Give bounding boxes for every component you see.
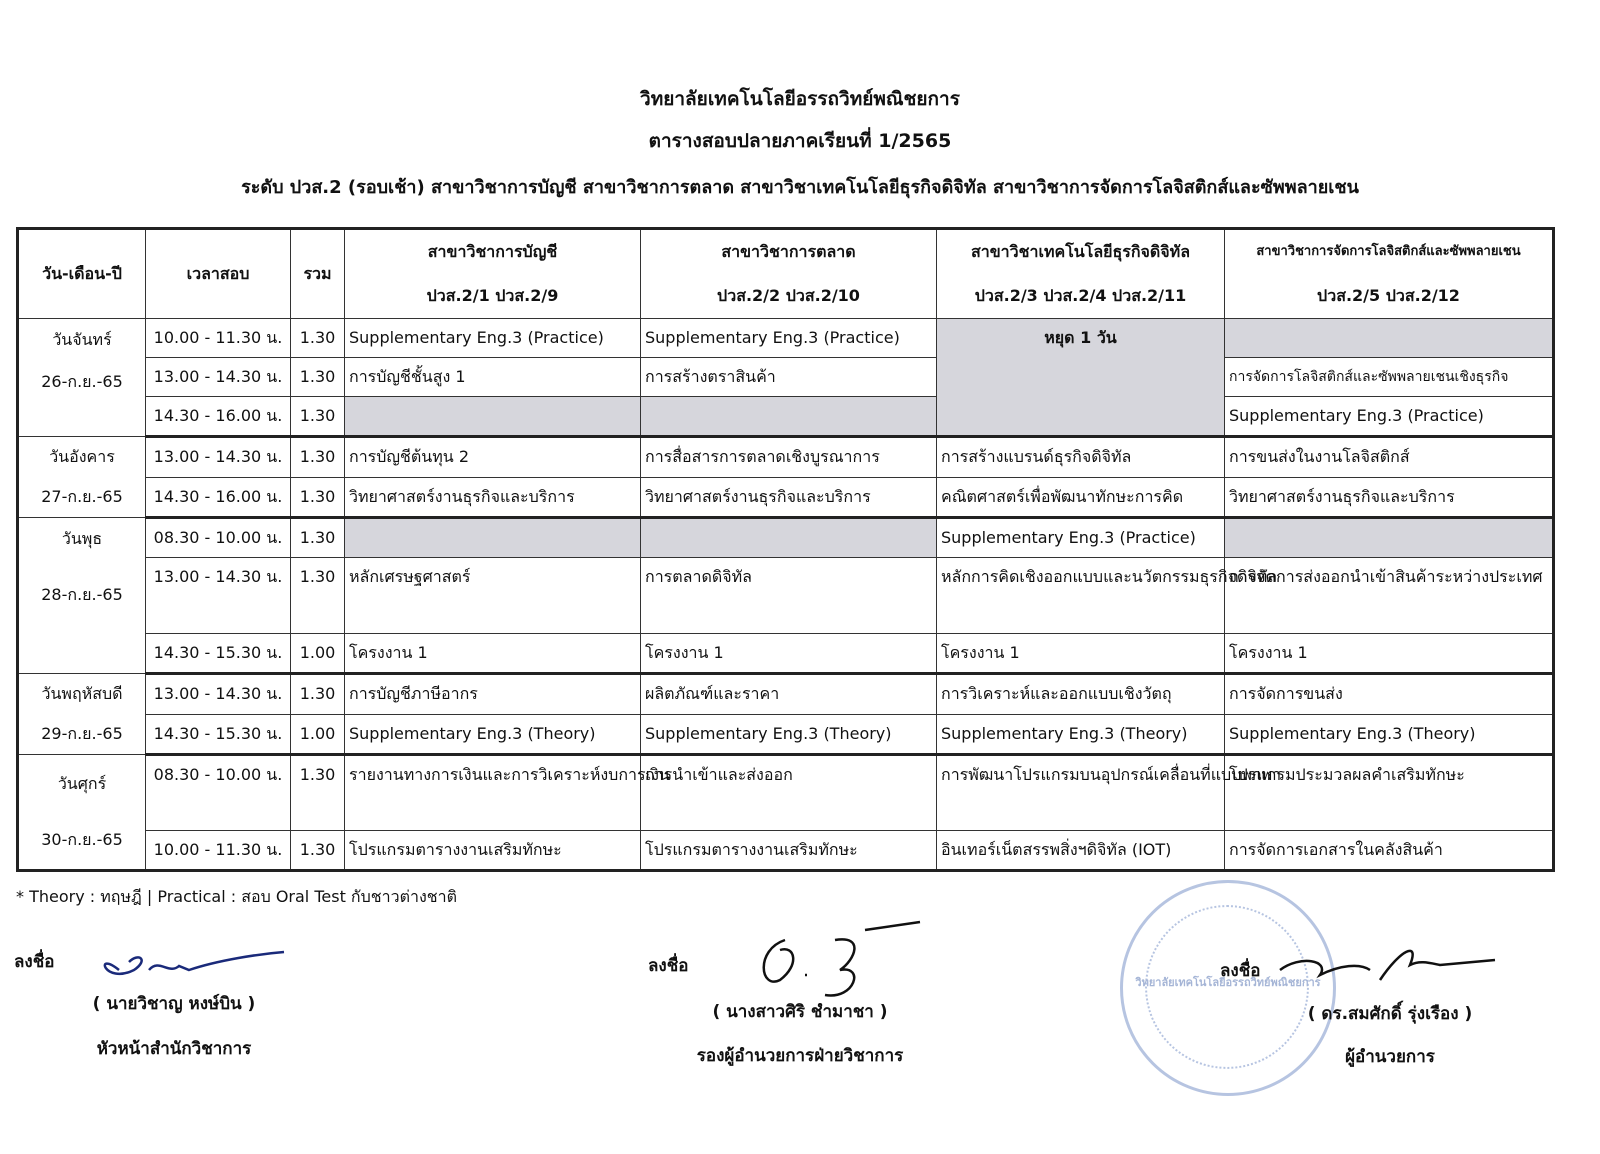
exam-duration: 1.30 <box>291 319 345 358</box>
groups-marketing: ปวส.2/2 ปวส.2/10 <box>641 274 937 319</box>
subject-logistics: การจัดการขนส่ง <box>1225 674 1554 715</box>
subject-digital: อินเทอร์เน็ตสรรพสิ่งฯดิจิทัล (IOT) <box>937 831 1225 871</box>
subject-logistics: การขนส่งในงานโลจิสติกส์ <box>1225 437 1554 478</box>
signature-scribble-icon <box>89 940 289 990</box>
exam-time: 13.00 - 14.30 น. <box>146 358 291 397</box>
table-row <box>18 319 1554 358</box>
subject-marketing: Supplementary Eng.3 (Theory) <box>641 714 937 755</box>
table-row <box>18 714 1554 755</box>
subject-logistics: วิทยาศาสตร์งานธุรกิจและบริการ <box>1225 477 1554 518</box>
exam-duration: 1.30 <box>291 518 345 558</box>
subject-accounting: การบัญชีชั้นสูง 1 <box>345 358 641 397</box>
table-row <box>18 674 1554 715</box>
empty-slot-accounting <box>345 518 641 558</box>
exam-time: 10.00 - 11.30 น. <box>146 319 291 358</box>
subject-marketing: โปรแกรมตารางงานเสริมทักษะ <box>641 831 937 871</box>
holiday-cell: หยุด 1 วัน <box>937 319 1225 437</box>
exam-duration: 1.30 <box>291 831 345 871</box>
empty-slot-logistics <box>1225 319 1554 358</box>
signer-1-title: หัวหน้าสำนักวิชาการ <box>96 1039 252 1059</box>
exam-duration: 1.30 <box>291 558 345 634</box>
subject-digital: การพัฒนาโปรแกรมบนอุปกรณ์เคลื่อนที่แบบพกพา <box>937 755 1225 831</box>
day-cell-wednesday <box>18 518 146 674</box>
col-header-logistics: สาขาวิชาการจัดการโลจิสติกส์และซัพพลายเชน <box>1225 229 1554 275</box>
subject-accounting: โครงงาน 1 <box>345 634 641 674</box>
exam-duration: 1.30 <box>291 755 345 831</box>
subject-accounting: การบัญชีต้นทุน 2 <box>345 437 641 478</box>
subject-marketing: ผลิตภัณฑ์และราคา <box>641 674 937 715</box>
seal-text: วิทยาลัยเทคโนโลยีอรรถวิทย์พณิชยการ <box>1135 976 1321 989</box>
sign-label: ลงชื่อ <box>14 952 55 972</box>
groups-logistics: ปวส.2/5 ปวส.2/12 <box>1225 274 1554 319</box>
table-row <box>18 397 1554 437</box>
exam-time: 14.30 - 15.30 น. <box>146 714 291 755</box>
subject-accounting: การบัญชีภาษีอากร <box>345 674 641 715</box>
table-row <box>18 518 1554 558</box>
exam-time: 13.00 - 14.30 น. <box>146 558 291 634</box>
exam-time: 08.30 - 10.00 น. <box>146 755 291 831</box>
empty-slot-marketing <box>641 397 937 437</box>
exam-duration: 1.30 <box>291 674 345 715</box>
empty-slot-accounting <box>345 397 641 437</box>
subject-accounting: Supplementary Eng.3 (Theory) <box>345 714 641 755</box>
subject-digital: การสร้างแบรนด์ธุรกิจดิจิทัล <box>937 437 1225 478</box>
subject-digital: การวิเคราะห์และออกแบบเชิงวัตถุ <box>937 674 1225 715</box>
subject-logistics: การจัดการโลจิสติกส์และซัพพลายเชนเชิงธุรกิจ <box>1225 358 1554 397</box>
day-cell-monday <box>18 319 146 437</box>
signer-3-title: ผู้อำนวยการ <box>1345 1047 1435 1067</box>
exam-time: 08.30 - 10.00 น. <box>146 518 291 558</box>
subject-marketing: Supplementary Eng.3 (Practice) <box>641 319 937 358</box>
subject-marketing: การสื่อสารการตลาดเชิงบูรณาการ <box>641 437 937 478</box>
subject-marketing: การสร้างตราสินค้า <box>641 358 937 397</box>
subject-accounting: โปรแกรมตารางงานเสริมทักษะ <box>345 831 641 871</box>
col-header-date: วัน-เดือน-ปี <box>18 229 146 319</box>
day-date: 28-ก.ย.-65 <box>41 585 123 604</box>
groups-digital: ปวส.2/3 ปวส.2/4 ปวส.2/11 <box>937 274 1225 319</box>
exam-duration: 1.00 <box>291 714 345 755</box>
col-header-marketing: สาขาวิชาการตลาด <box>641 229 937 275</box>
footnote: * Theory : ทฤษฎี | Practical : สอบ Oral Test กับชาวต่างชาติ <box>16 887 458 906</box>
subject-accounting: หลักเศรษฐศาสตร์ <box>345 558 641 634</box>
table-row <box>18 755 1554 831</box>
day-name: วันจันทร์ <box>52 330 112 349</box>
exam-time: 13.00 - 14.30 น. <box>146 674 291 715</box>
exam-time: 10.00 - 11.30 น. <box>146 831 291 871</box>
subject-logistics: การจัดการส่งออกนำเข้าสินค้าระหว่างประเทศ <box>1225 558 1554 634</box>
table-row <box>18 831 1554 871</box>
subject-marketing: การนำเข้าและส่งออก <box>641 755 937 831</box>
exam-duration: 1.00 <box>291 634 345 674</box>
table-row <box>18 358 1554 397</box>
day-name: วันพุธ <box>61 529 103 548</box>
schedule-title: ตารางสอบปลายภาคเรียนที่ 1/2565 <box>648 130 952 152</box>
signer-1-name: ( นายวิชาญ หงษ์บิน ) <box>92 994 256 1014</box>
table-row <box>18 477 1554 518</box>
empty-slot-marketing <box>641 518 937 558</box>
subject-accounting: วิทยาศาสตร์งานธุรกิจและบริการ <box>345 477 641 518</box>
subject-digital: Supplementary Eng.3 (Theory) <box>937 714 1225 755</box>
exam-time: 14.30 - 16.00 น. <box>146 397 291 437</box>
signature-scribble-icon <box>1270 935 1500 995</box>
subject-logistics: Supplementary Eng.3 (Practice) <box>1225 397 1554 437</box>
exam-table <box>16 227 1555 872</box>
signature-scribble-icon <box>745 920 925 1000</box>
table-row <box>18 437 1554 478</box>
signer-2-title: รองผู้อำนวยการฝ่ายวิชาการ <box>696 1046 904 1066</box>
table-row <box>18 558 1554 634</box>
signature-block-3 <box>1210 935 1510 1075</box>
exam-time: 14.30 - 15.30 น. <box>146 634 291 674</box>
subject-digital: Supplementary Eng.3 (Practice) <box>937 518 1225 558</box>
day-date: 30-ก.ย.-65 <box>41 830 123 849</box>
exam-duration: 1.30 <box>291 358 345 397</box>
exam-duration: 1.30 <box>291 477 345 518</box>
signer-3-name: ( ดร.สมศักดิ์ รุ่งเรือง ) <box>1307 1004 1473 1024</box>
day-name: วันอังคาร <box>49 447 115 466</box>
empty-slot-logistics <box>1225 518 1554 558</box>
exam-duration: 1.30 <box>291 437 345 478</box>
sign-label: ลงชื่อ <box>648 956 689 976</box>
day-date: 27-ก.ย.-65 <box>41 487 123 506</box>
subject-marketing: การตลาดดิจิทัล <box>641 558 937 634</box>
day-cell-thursday <box>18 674 146 755</box>
subject-digital: คณิตศาสตร์เพื่อพัฒนาทักษะการคิด <box>937 477 1225 518</box>
subject-logistics: โครงงาน 1 <box>1225 634 1554 674</box>
subject-digital: โครงงาน 1 <box>937 634 1225 674</box>
day-name: วันพฤหัสบดี <box>41 684 123 703</box>
day-cell-friday <box>18 755 146 871</box>
subject-digital: หลักการคิดเชิงออกแบบและนวัตกรรมธุรกิจดิจิทัล <box>937 558 1225 634</box>
signature-block-1 <box>14 940 314 1070</box>
signature-block-2 <box>640 920 940 1070</box>
subject-marketing: โครงงาน 1 <box>641 634 937 674</box>
sign-label: ลงชื่อ <box>1220 961 1261 981</box>
exam-duration: 1.30 <box>291 397 345 437</box>
college-name: วิทยาลัยเทคโนโลยีอรรถวิทย์พณิชยการ <box>640 88 960 110</box>
day-cell-tuesday <box>18 437 146 518</box>
subject-accounting: Supplementary Eng.3 (Practice) <box>345 319 641 358</box>
exam-time: 14.30 - 16.00 น. <box>146 477 291 518</box>
level-line: ระดับ ปวส.2 (รอบเช้า) สาขาวิชาการบัญชี สาขาวิชาการตลาด สาขาวิชาเทคโนโลยีธุรกิจดิจิทัล สาขาวิชาการจัดการโลจิสติกส์และซัพพลายเชน <box>241 177 1359 198</box>
day-name: วันศุกร์ <box>57 774 107 793</box>
exam-time: 13.00 - 14.30 น. <box>146 437 291 478</box>
subject-logistics: Supplementary Eng.3 (Theory) <box>1225 714 1554 755</box>
day-date: 29-ก.ย.-65 <box>41 724 123 743</box>
subject-marketing: วิทยาศาสตร์งานธุรกิจและบริการ <box>641 477 937 518</box>
signer-2-name: ( นางสาวศิริ ชำมาชา ) <box>712 1002 888 1022</box>
col-header-time: เวลาสอบ <box>146 229 291 319</box>
col-header-total: รวม <box>291 229 345 319</box>
subject-accounting: รายงานทางการเงินและการวิเคราะห์งบการเงิน <box>345 755 641 831</box>
col-header-digital: สาขาวิชาเทคโนโลยีธุรกิจดิจิทัล <box>937 229 1225 275</box>
table-row <box>18 634 1554 674</box>
groups-accounting: ปวส.2/1 ปวส.2/9 <box>345 274 641 319</box>
col-header-accounting: สาขาวิชาการบัญชี <box>345 229 641 275</box>
table-header-row <box>18 229 1554 275</box>
day-date: 26-ก.ย.-65 <box>41 372 123 391</box>
subject-logistics: การจัดการเอกสารในคลังสินค้า <box>1225 831 1554 871</box>
subject-logistics: โปรแกรมประมวลผลคำเสริมทักษะ <box>1225 755 1554 831</box>
